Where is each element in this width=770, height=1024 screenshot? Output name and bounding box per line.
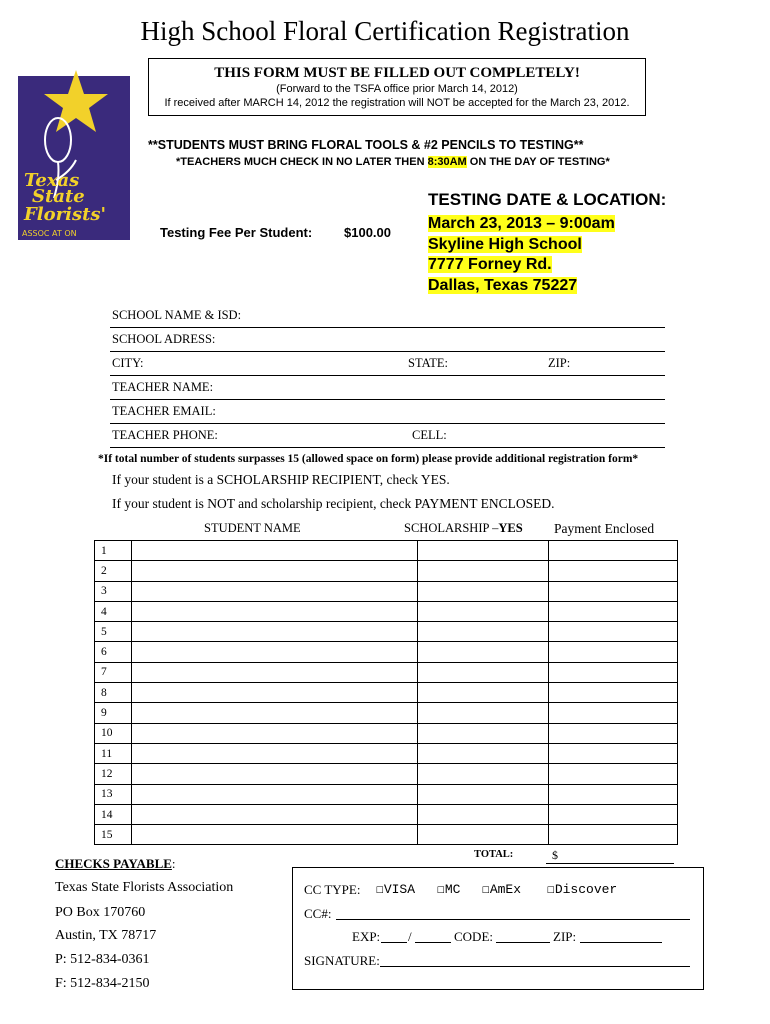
- notice-line-2: If received after MARCH 14, 2012 the registration will NOT be accepted for the March 23, 2012.: [164, 97, 630, 109]
- payment-cell[interactable]: [549, 825, 678, 845]
- cc-code-field[interactable]: [496, 942, 550, 943]
- student-name-cell[interactable]: [132, 743, 418, 763]
- logo-graphic: [18, 68, 130, 240]
- checks-heading-colon: :: [171, 856, 176, 871]
- col-student-name: STUDENT NAME: [204, 521, 301, 535]
- city-label: CITY:: [112, 356, 144, 370]
- cc-option-visa[interactable]: [376, 882, 415, 897]
- cc-exp-label: EXP:: [352, 929, 381, 944]
- row-number: 9: [95, 703, 132, 723]
- checks-line-phone: P: 512-834-0361: [55, 952, 150, 967]
- row-number: 3: [95, 581, 132, 601]
- notice-box: [148, 58, 646, 116]
- cc-code-label: CODE:: [454, 929, 493, 944]
- scholarship-cell[interactable]: [418, 662, 549, 682]
- scholarship-note: If your student is a SCHOLARSHIP RECIPIENT, check YES.: [112, 472, 450, 487]
- checks-line-org: Texas State Florists Association: [55, 880, 234, 895]
- table-row: [95, 683, 678, 703]
- zip-label: ZIP:: [548, 356, 571, 370]
- svg-text:ASSOC AT ON: ASSOC AT ON: [22, 229, 77, 238]
- row-number: 8: [95, 683, 132, 703]
- row-number: 12: [95, 764, 132, 784]
- payment-cell[interactable]: [549, 764, 678, 784]
- checks-line-box: PO Box 170760: [55, 905, 146, 920]
- row-number: 14: [95, 804, 132, 824]
- svg-text:Florists': Florists': [24, 204, 107, 225]
- cc-option-discover-label: Discover: [554, 882, 618, 897]
- scholarship-cell[interactable]: [418, 825, 549, 845]
- scholarship-cell[interactable]: [418, 601, 549, 621]
- student-table: [94, 540, 678, 845]
- student-name-cell[interactable]: [132, 642, 418, 662]
- cc-signature-field[interactable]: [380, 966, 690, 967]
- payment-cell[interactable]: [549, 743, 678, 763]
- table-row: [95, 804, 678, 824]
- cc-option-mc[interactable]: [437, 882, 460, 897]
- page-title: High School Floral Certification Registration: [140, 16, 630, 46]
- cc-exp-month-field[interactable]: [381, 942, 407, 943]
- student-name-cell[interactable]: [132, 683, 418, 703]
- row-number: 10: [95, 723, 132, 743]
- overflow-note: *If total number of students surpasses 15 (allowed space on form) please provide additional registration form*: [98, 453, 639, 465]
- cc-zip-label: ZIP:: [553, 929, 577, 944]
- teacher-email-label: TEACHER EMAIL:: [112, 404, 216, 418]
- table-row: [95, 541, 678, 561]
- table-row: [95, 642, 678, 662]
- table-row: [95, 723, 678, 743]
- payment-cell[interactable]: [549, 703, 678, 723]
- tsfa-logo: [18, 68, 130, 240]
- total-field[interactable]: $: [546, 848, 674, 864]
- scholarship-cell[interactable]: [418, 683, 549, 703]
- row-number: 13: [95, 784, 132, 804]
- school-address-field[interactable]: [110, 351, 665, 352]
- city-state-zip-field[interactable]: [110, 375, 665, 376]
- row-number: 11: [95, 743, 132, 763]
- scholarship-cell[interactable]: [418, 703, 549, 723]
- scholarship-cell[interactable]: [418, 642, 549, 662]
- cc-number-field[interactable]: [336, 919, 690, 920]
- checkbox-icon: ☐: [547, 882, 555, 897]
- teacher-phone-field[interactable]: [110, 447, 665, 448]
- svg-text:Texas: Texas: [24, 170, 80, 191]
- payment-cell[interactable]: [549, 784, 678, 804]
- table-row: [95, 825, 678, 845]
- cc-signature-label: SIGNATURE:: [304, 953, 380, 968]
- testing-street: 7777 Forney Rd.: [428, 256, 552, 273]
- testing-date: March 23, 2013 – 9:00am: [428, 215, 615, 232]
- scholarship-cell[interactable]: [418, 784, 549, 804]
- payment-cell[interactable]: [549, 541, 678, 561]
- table-row: [95, 743, 678, 763]
- payment-cell[interactable]: [549, 642, 678, 662]
- row-number: 5: [95, 622, 132, 642]
- col-scholarship-yes: YES: [498, 521, 523, 535]
- scholarship-cell[interactable]: [418, 764, 549, 784]
- payment-cell[interactable]: [549, 723, 678, 743]
- payment-cell[interactable]: [549, 662, 678, 682]
- student-name-cell[interactable]: [132, 541, 418, 561]
- table-row: [95, 703, 678, 723]
- cc-option-discover[interactable]: [547, 882, 617, 897]
- checkbox-icon: ☐: [437, 882, 445, 897]
- student-name-cell[interactable]: [132, 804, 418, 824]
- row-number: 15: [95, 825, 132, 845]
- school-name-field[interactable]: [110, 327, 665, 328]
- student-name-cell[interactable]: [132, 561, 418, 581]
- fee-label: Testing Fee Per Student:: [160, 225, 313, 240]
- total-label: TOTAL:: [474, 849, 514, 860]
- scholarship-cell[interactable]: [418, 622, 549, 642]
- row-number: 2: [95, 561, 132, 581]
- student-name-cell[interactable]: [132, 703, 418, 723]
- payment-cell[interactable]: [549, 683, 678, 703]
- cc-option-mc-label: MC: [444, 882, 461, 897]
- scholarship-cell[interactable]: [418, 804, 549, 824]
- table-row: [95, 662, 678, 682]
- student-name-cell[interactable]: [132, 784, 418, 804]
- checkin-warning-post: ON THE DAY OF TESTING*: [466, 156, 610, 168]
- cc-option-amex-label: AmEx: [489, 882, 522, 897]
- table-row: [95, 764, 678, 784]
- scholarship-cell[interactable]: [418, 561, 549, 581]
- student-name-cell[interactable]: [132, 662, 418, 682]
- payment-cell[interactable]: [549, 561, 678, 581]
- payment-cell[interactable]: [549, 804, 678, 824]
- teacher-email-field[interactable]: [110, 423, 665, 424]
- teacher-name-label: TEACHER NAME:: [112, 380, 214, 394]
- table-row: [95, 784, 678, 804]
- col-scholarship-label: SCHOLARSHIP –: [404, 521, 499, 535]
- scholarship-cell[interactable]: [418, 581, 549, 601]
- testing-venue: Skyline High School: [428, 235, 582, 253]
- checks-heading: [55, 856, 176, 872]
- checkbox-icon: ☐: [482, 882, 490, 897]
- row-number: 4: [95, 601, 132, 621]
- cc-option-amex[interactable]: [482, 882, 521, 897]
- checks-line-fax: F: 512-834-2150: [55, 976, 150, 991]
- teacher-name-field[interactable]: [110, 399, 665, 400]
- col-scholarship: [404, 521, 523, 536]
- student-name-cell[interactable]: [132, 825, 418, 845]
- testing-heading: TESTING DATE & LOCATION:: [428, 190, 667, 209]
- student-name-cell[interactable]: [132, 601, 418, 621]
- cc-exp-separator: /: [408, 929, 412, 944]
- row-number: 6: [95, 642, 132, 662]
- checks-heading-label: CHECKS PAYABLE: [55, 856, 172, 871]
- svg-text:State: State: [32, 186, 85, 207]
- notice-heading: THIS FORM MUST BE FILLED OUT COMPLETELY!: [214, 65, 580, 81]
- student-name-cell[interactable]: [132, 622, 418, 642]
- student-name-cell[interactable]: [132, 581, 418, 601]
- payment-cell[interactable]: [549, 622, 678, 642]
- student-name-cell[interactable]: [132, 764, 418, 784]
- teacher-phone-label: TEACHER PHONE:: [112, 428, 218, 442]
- col-payment: Payment Enclosed: [554, 521, 655, 536]
- checkbox-icon: ☐: [376, 882, 384, 897]
- payment-note: If your student is NOT and scholarship recipient, check PAYMENT ENCLOSED.: [112, 496, 555, 511]
- checks-line-city: Austin, TX 78717: [55, 928, 157, 943]
- cell-label: CELL:: [412, 428, 447, 442]
- checkin-warning: [176, 156, 610, 168]
- fee-amount: $100.00: [344, 225, 391, 240]
- checkin-time: 8:30AM: [427, 156, 467, 168]
- school-address-label: SCHOOL ADRESS:: [112, 332, 216, 346]
- scholarship-cell[interactable]: [418, 723, 549, 743]
- checkin-warning-pre: *TEACHERS MUCH CHECK IN NO LATER THEN: [176, 156, 428, 168]
- testing-city: Dallas, Texas 75227: [428, 276, 578, 294]
- row-number: 7: [95, 662, 132, 682]
- row-number: 1: [95, 541, 132, 561]
- payment-cell[interactable]: [549, 601, 678, 621]
- cc-number-label: CC#:: [304, 906, 332, 921]
- table-row: [95, 581, 678, 601]
- school-name-label: SCHOOL NAME & ISD:: [112, 308, 242, 322]
- table-row: [95, 601, 678, 621]
- payment-cell[interactable]: [549, 581, 678, 601]
- tools-warning: **STUDENTS MUST BRING FLORAL TOOLS & #2 PENCILS TO TESTING**: [148, 138, 584, 152]
- testing-details: [428, 214, 615, 296]
- scholarship-cell[interactable]: [418, 541, 549, 561]
- notice-line-1: (Forward to the TSFA office prior March 14, 2012): [276, 83, 518, 95]
- table-row: [95, 561, 678, 581]
- scholarship-cell[interactable]: [418, 743, 549, 763]
- student-name-cell[interactable]: [132, 723, 418, 743]
- cc-zip-field[interactable]: [580, 942, 662, 943]
- table-row: [95, 622, 678, 642]
- state-label: STATE:: [408, 356, 448, 370]
- cc-type-label: CC TYPE:: [304, 882, 361, 897]
- cc-option-visa-label: VISA: [383, 882, 416, 897]
- cc-exp-year-field[interactable]: [415, 942, 451, 943]
